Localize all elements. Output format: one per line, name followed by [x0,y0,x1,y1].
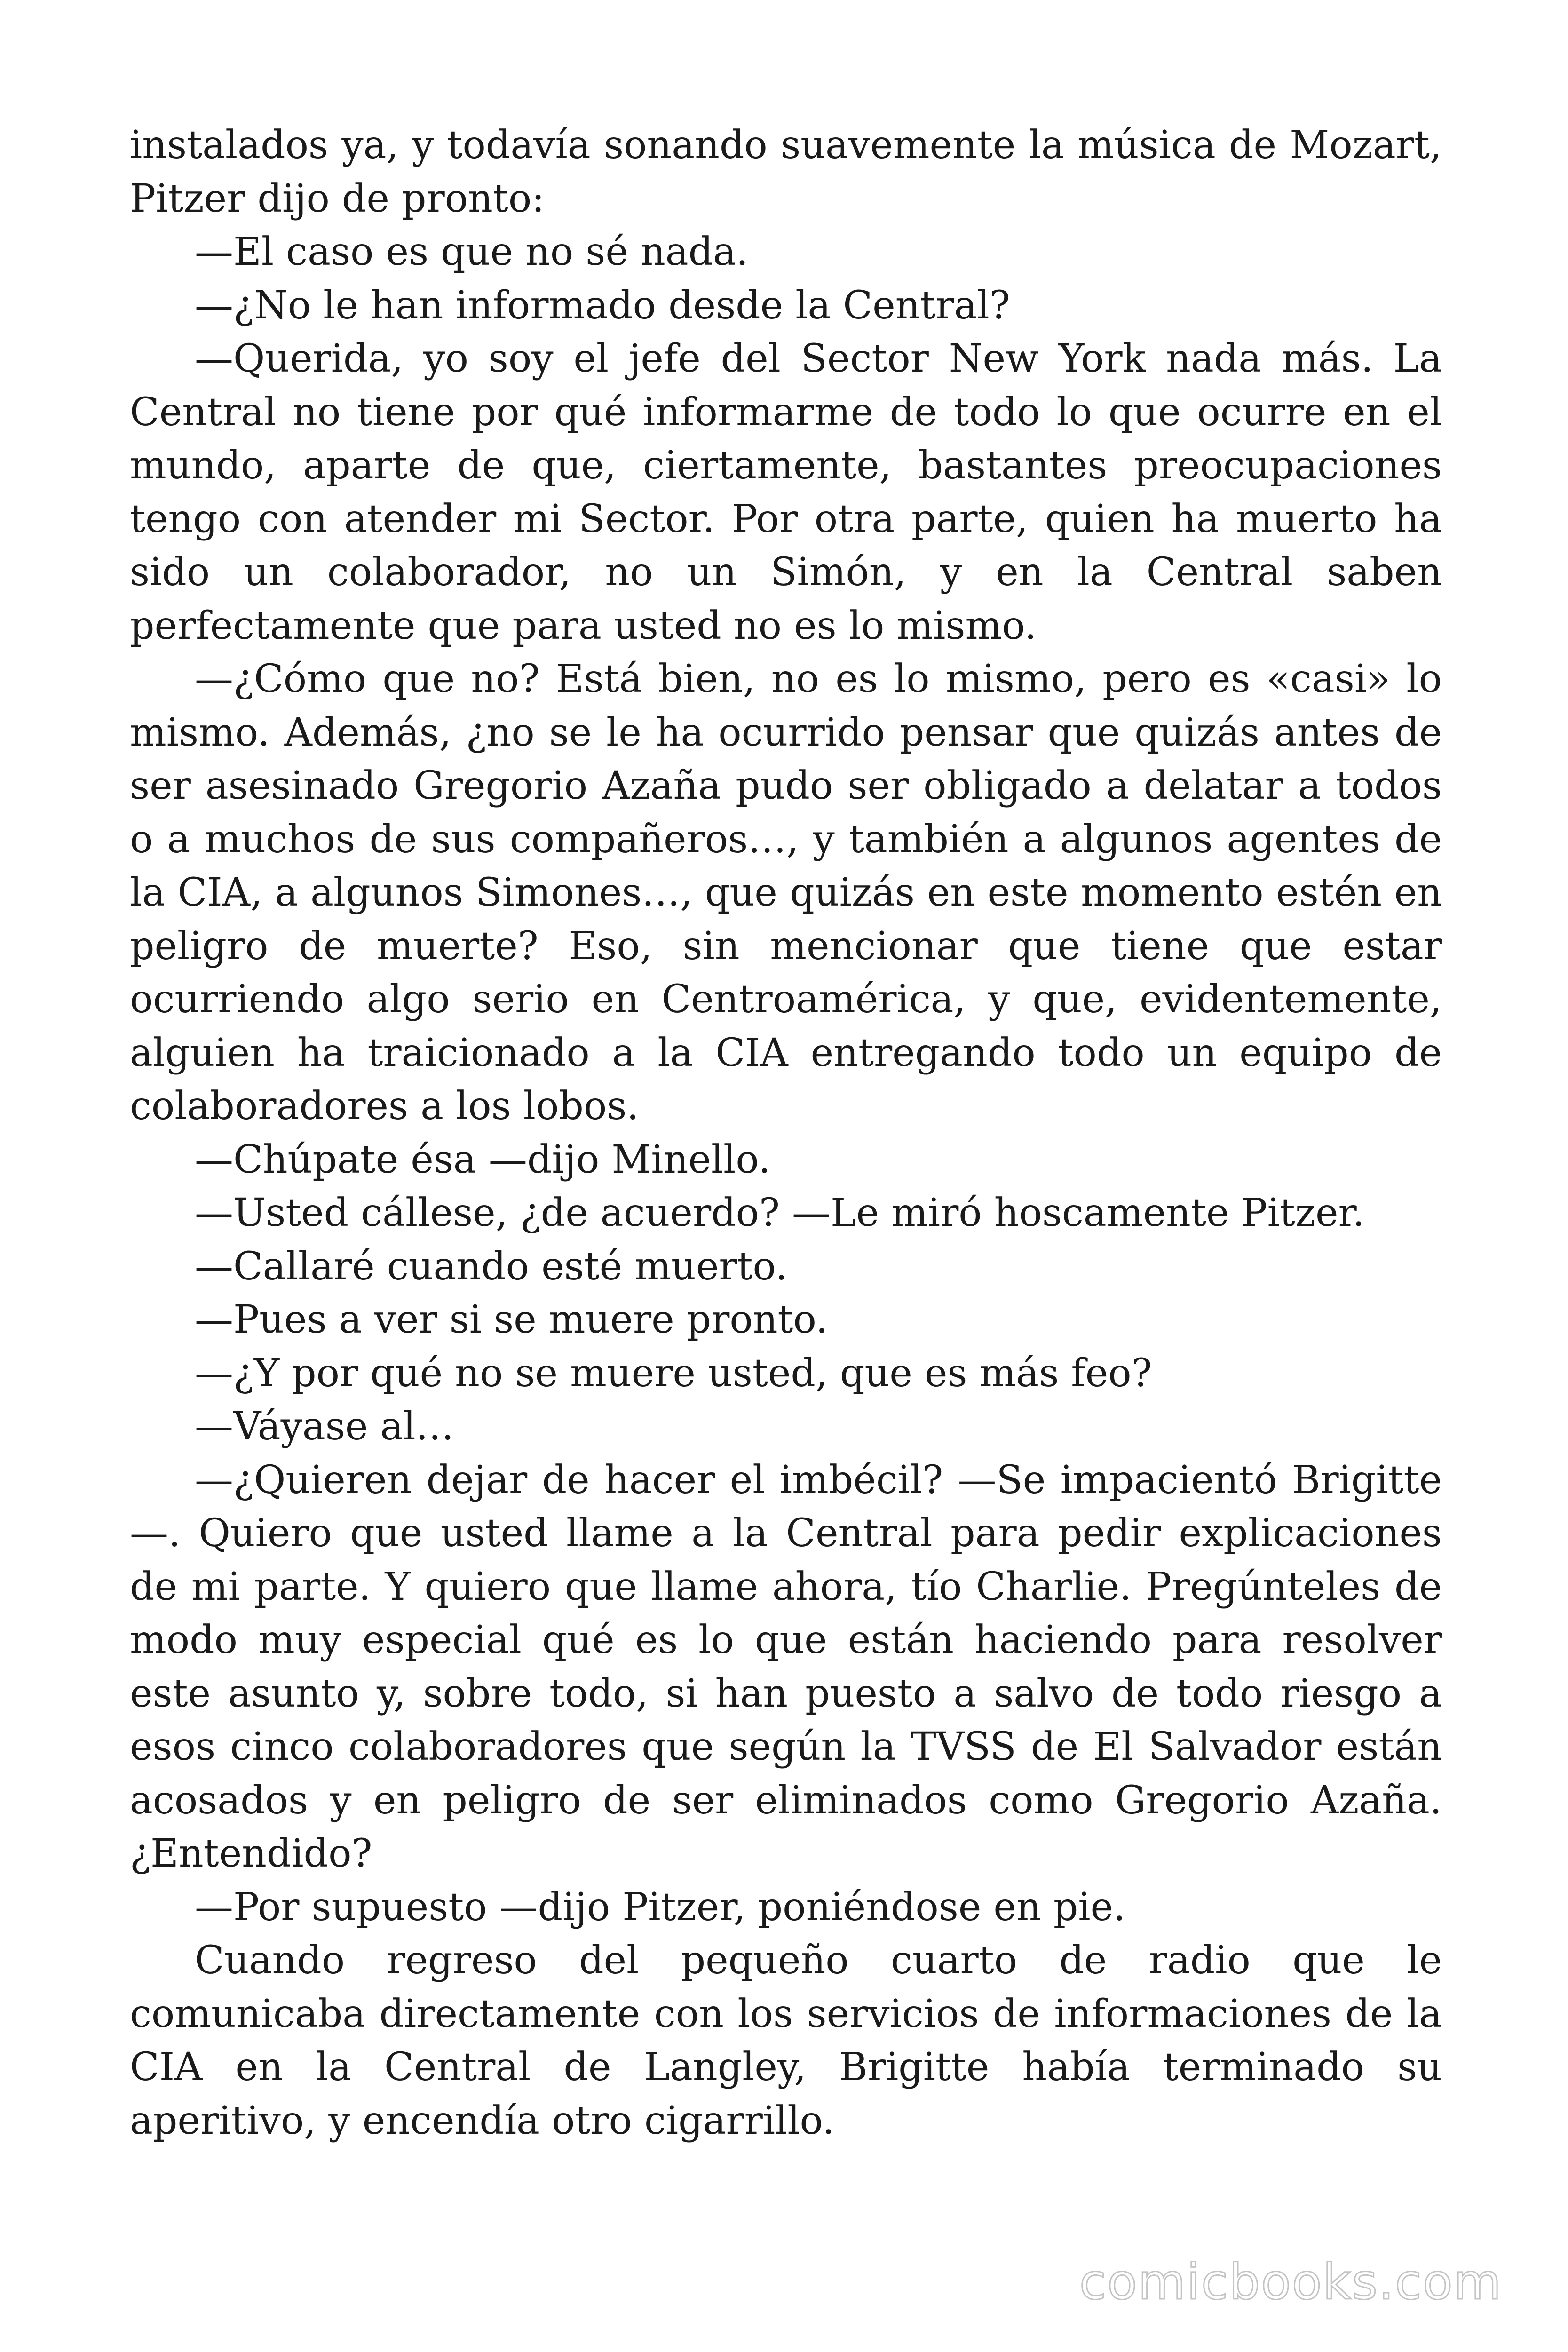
paragraph: instalados ya, y todavía sonando suavemente la música de Mozart, Pitzer dijo de pronto: [130,123,1442,221]
paragraph: —¿No le han informado desde la Central? [195,283,1010,328]
watermark: comicbooks.com [1079,2253,1502,2311]
paragraph: —¿Quieren dejar de hacer el imbécil? —Se impacientó Brigitte —. Quiero que usted llame a la Central para pedir explicaciones de mi parte. Y quiero que llame ahora, tío Charlie. Pregúnteles de modo muy especial qué es lo que están haciendo para resolver este asunto y, sobre todo, si han puesto a salvo de todo riesgo a esos cinco colaboradores que según la TVSS de El Salvador están acosados y en peligro de ser eliminados como Gregorio Azaña. ¿Entendido? [130,1457,1442,1876]
paragraph: —¿Y por qué no se muere usted, que es más feo? [195,1351,1152,1396]
paragraph: —Váyase al… [195,1404,454,1449]
paragraph: —Callaré cuando esté muerto. [195,1244,788,1289]
paragraph: Cuando regreso del pequeño cuarto de radio que le comunicaba directamente con los servicios de informaciones de la CIA en la Central de Langley, Brigitte había terminado su aperitivo, y encendía otro cigarrillo. [130,1938,1442,2143]
paragraph: —Por supuesto —dijo Pitzer, poniéndose en pie. [195,1884,1126,1930]
body-text [130,119,1442,2147]
paragraph: —El caso es que no sé nada. [195,230,749,274]
paragraph: —Usted cállese, ¿de acuerdo? —Le miró hoscamente Pitzer. [195,1191,1365,1235]
paragraph: —Pues a ver si se muere pronto. [195,1297,828,1342]
paragraph: —Chúpate ésa —dijo Minello. [195,1137,771,1182]
paragraph: —Querida, yo soy el jefe del Sector New York nada más. La Central no tiene por qué informarme de todo lo que ocurre en el mundo, aparte de que, ciertamente, bastantes preocupaciones tengo con atender mi Sector. Por otra parte, quien ha muerto ha sido un colaborador, no un Simón, y en la Central saben perfectamente que para usted no es lo mismo. [130,336,1442,648]
paragraph: —¿Cómo que no? Está bien, no es lo mismo, pero es «casi» lo mismo. Además, ¿no se le ha ocurrido pensar que quizás antes de ser asesinado Gregorio Azaña pudo ser obligado a delatar a todos o a muchos de sus compañeros…, y también a algunos agentes de la CIA, a algunos Simones…, que quizás en este momento estén en peligro de muerte? Eso, sin mencionar que tiene que estar ocurriendo algo serio en Centroamérica, y que, evidentemente, alguien ha traicionado a la CIA entregando todo un equipo de colaboradores a los lobos. [130,657,1442,1128]
